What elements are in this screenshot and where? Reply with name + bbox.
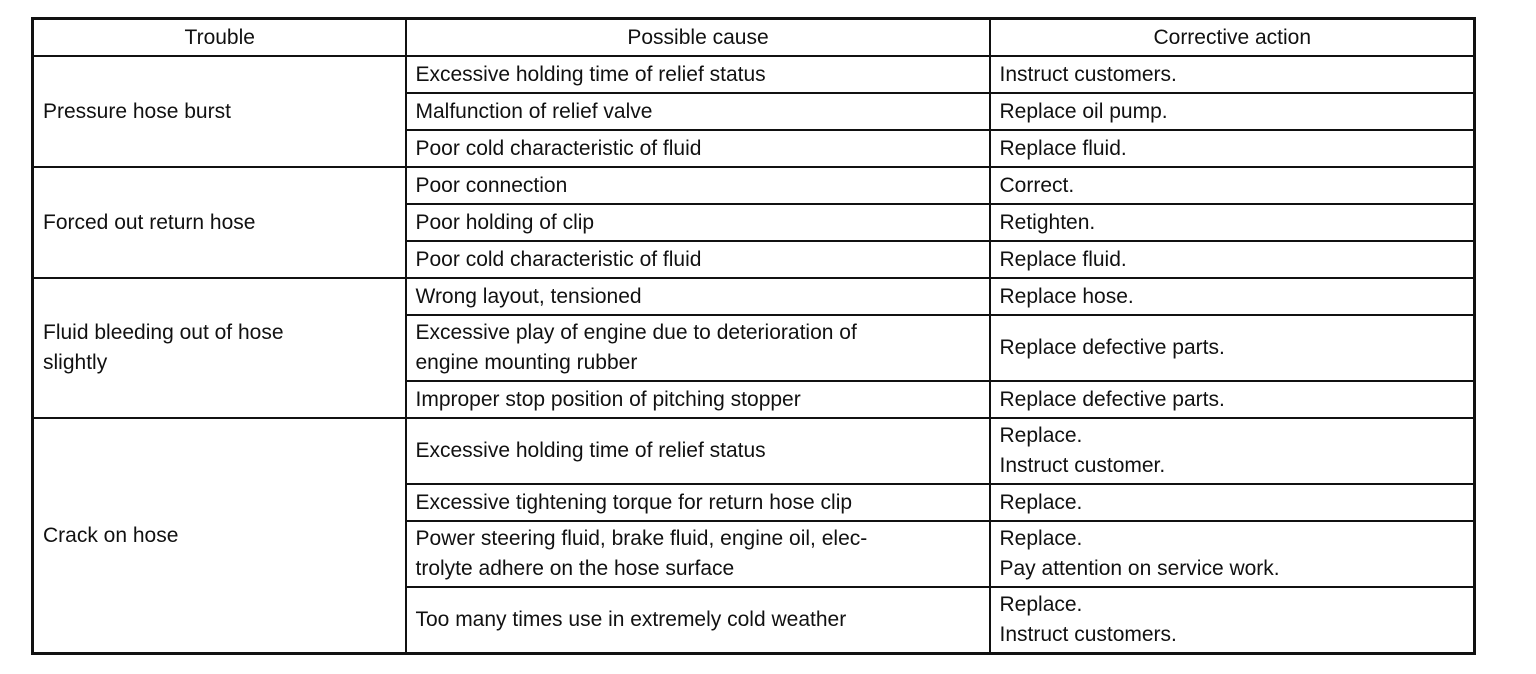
cause-cell: Excessive holding time of relief status xyxy=(406,418,990,484)
action-cell xyxy=(990,418,1475,484)
cause-line: engine mounting rubber xyxy=(415,351,638,374)
header-trouble: Trouble xyxy=(33,19,406,57)
cause-line: Excessive play of engine due to deterioration of xyxy=(415,321,857,344)
action-cell: Correct. xyxy=(990,167,1475,204)
cause-line: Power steering fluid, brake fluid, engine oil, elec- xyxy=(415,527,868,550)
action-cell: Retighten. xyxy=(990,204,1475,241)
action-line: Pay attention on service work. xyxy=(999,557,1280,580)
table-row xyxy=(33,278,1475,315)
action-cell: Replace hose. xyxy=(990,278,1475,315)
action-line: Replace. xyxy=(999,593,1083,616)
action-line: Replace. xyxy=(999,527,1083,550)
action-line: Instruct customers. xyxy=(999,623,1177,646)
cause-cell: Poor cold characteristic of fluid xyxy=(406,130,990,167)
cause-cell: Malfunction of relief valve xyxy=(406,93,990,130)
cause-cell: Excessive tightening torque for return hose clip xyxy=(406,484,990,521)
action-cell: Replace defective parts. xyxy=(990,381,1475,418)
cause-cell: Poor holding of clip xyxy=(406,204,990,241)
action-line: Replace. xyxy=(999,424,1083,447)
cause-cell: Poor connection xyxy=(406,167,990,204)
action-cell: Replace defective parts. xyxy=(990,315,1475,381)
action-cell: Replace oil pump. xyxy=(990,93,1475,130)
header-corrective-action: Corrective action xyxy=(990,19,1475,57)
header-possible-cause: Possible cause xyxy=(406,19,990,57)
action-cell: Replace. xyxy=(990,484,1475,521)
cause-cell xyxy=(406,315,990,381)
trouble-line: slightly xyxy=(43,351,108,374)
cause-cell: Too many times use in extremely cold weather xyxy=(406,587,990,654)
cause-cell: Improper stop position of pitching stopper xyxy=(406,381,990,418)
header-row xyxy=(33,19,1475,57)
table-row xyxy=(33,418,1475,484)
table-row xyxy=(33,56,1475,93)
action-cell: Replace fluid. xyxy=(990,130,1475,167)
cause-cell: Poor cold characteristic of fluid xyxy=(406,241,990,278)
action-cell xyxy=(990,587,1475,654)
trouble-cell xyxy=(33,278,406,418)
action-cell xyxy=(990,521,1475,587)
action-cell: Instruct customers. xyxy=(990,56,1475,93)
cause-cell: Excessive holding time of relief status xyxy=(406,56,990,93)
cause-line: trolyte adhere on the hose surface xyxy=(415,557,735,580)
cause-cell: Wrong layout, tensioned xyxy=(406,278,990,315)
action-cell: Replace fluid. xyxy=(990,241,1475,278)
table-row xyxy=(33,167,1475,204)
cause-cell xyxy=(406,521,990,587)
trouble-cell: Pressure hose burst xyxy=(33,56,406,167)
trouble-line: Fluid bleeding out of hose xyxy=(43,321,284,344)
trouble-cell: Forced out return hose xyxy=(33,167,406,278)
trouble-cell: Crack on hose xyxy=(33,418,406,654)
action-line: Instruct customer. xyxy=(999,454,1166,477)
troubleshooting-table xyxy=(31,17,1476,655)
